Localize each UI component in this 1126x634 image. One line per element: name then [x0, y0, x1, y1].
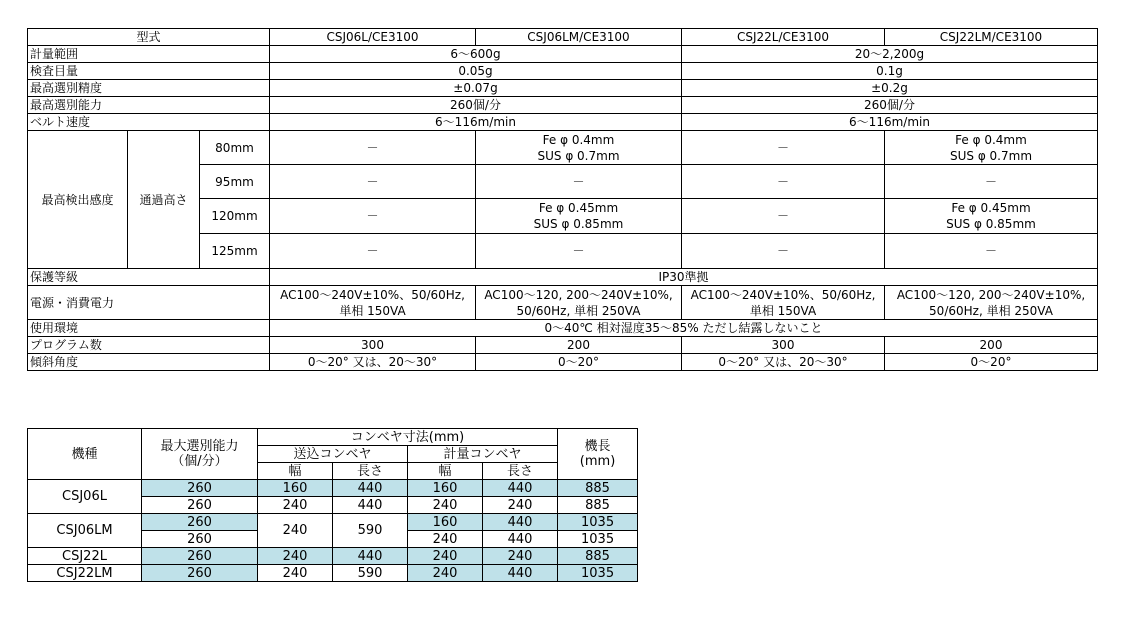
table-row	[28, 514, 638, 531]
model-header: CSJ06LM/CE3100	[476, 29, 682, 46]
sensitivity-value: Fe φ 0.4mm SUS φ 0.7mm	[885, 131, 1098, 165]
spec-table	[27, 28, 1098, 371]
machine-length-cell: 1035	[558, 565, 638, 582]
programs-value: 200	[885, 337, 1098, 354]
machine-length-cell: 885	[558, 548, 638, 565]
spec-header-row	[28, 29, 1098, 46]
sensitivity-row	[28, 131, 1098, 165]
programs-value: 300	[682, 337, 885, 354]
model-cell: CSJ06L	[28, 480, 142, 514]
row-label: 最高選別能力	[28, 97, 270, 114]
sensitivity-value: －	[476, 234, 682, 269]
belt-value: 6～116m/min	[682, 114, 1098, 131]
pass-height-label: 通過高さ	[128, 131, 200, 269]
sensitivity-value: －	[270, 199, 476, 234]
row-label: 使用環境	[28, 320, 270, 337]
sensitivity-value: Fe φ 0.4mm SUS φ 0.7mm	[476, 131, 682, 165]
sensitivity-value: －	[682, 234, 885, 269]
division-value: 0.1g	[682, 63, 1098, 80]
capacity-value: 260個/分	[682, 97, 1098, 114]
weigh-length-cell: 440	[483, 565, 558, 582]
machine-length-cell: 1035	[558, 531, 638, 548]
width-header: 幅	[408, 463, 483, 480]
machine-length-header: 機長 (mm)	[558, 429, 638, 480]
row-label: 保護等級	[28, 269, 270, 286]
protection-value: IP30準拠	[270, 269, 1098, 286]
pass-height: 80mm	[200, 131, 270, 165]
model-cell: CSJ06LM	[28, 514, 142, 548]
capacity-cell: 260	[142, 514, 258, 531]
spec-row-division	[28, 63, 1098, 80]
spec-row-range	[28, 46, 1098, 63]
accuracy-value: ±0.07g	[270, 80, 682, 97]
capacity-cell: 260	[142, 548, 258, 565]
row-label: ベルト速度	[28, 114, 270, 131]
sensitivity-label: 最高検出感度	[28, 131, 128, 269]
spec-row-protection	[28, 269, 1098, 286]
row-label: 検査目量	[28, 63, 270, 80]
spec-row-power	[28, 286, 1098, 320]
feed-width-cell: 240	[258, 548, 333, 565]
capacity-value: 260個/分	[270, 97, 682, 114]
feed-length-cell: 440	[333, 497, 408, 514]
table-row	[28, 548, 638, 565]
weigh-length-cell: 440	[483, 480, 558, 497]
weigh-length-cell: 240	[483, 548, 558, 565]
power-value: AC100～240V±10%、50/60Hz, 単相 150VA	[270, 286, 476, 320]
sensitivity-value: Fe φ 0.45mm SUS φ 0.85mm	[476, 199, 682, 234]
capacity-cell: 260	[142, 480, 258, 497]
weigh-width-cell: 240	[408, 565, 483, 582]
model-header: 機種	[28, 429, 142, 480]
environment-value: 0～40℃ 相対湿度35～85% ただし結露しないこと	[270, 320, 1098, 337]
capacity-cell: 260	[142, 565, 258, 582]
table-row	[28, 565, 638, 582]
width-header: 幅	[258, 463, 333, 480]
model-label: 型式	[28, 29, 270, 46]
power-value: AC100～120, 200～240V±10%, 50/60Hz, 単相 250VA	[885, 286, 1098, 320]
spec-row-tilt	[28, 354, 1098, 371]
row-label: 電源・消費電力	[28, 286, 270, 320]
machine-length-cell: 885	[558, 497, 638, 514]
model-header: CSJ22L/CE3100	[682, 29, 885, 46]
length-header: 長さ	[483, 463, 558, 480]
model-header: CSJ22LM/CE3100	[885, 29, 1098, 46]
pass-height: 95mm	[200, 165, 270, 199]
capacity-cell: 260	[142, 497, 258, 514]
sensitivity-value: －	[682, 131, 885, 165]
spec-row-accuracy	[28, 80, 1098, 97]
sensitivity-value: －	[270, 165, 476, 199]
accuracy-value: ±0.2g	[682, 80, 1098, 97]
table-row	[28, 480, 638, 497]
dimensions-table	[27, 428, 638, 582]
feed-length-cell: 440	[333, 548, 408, 565]
spec-row-programs	[28, 337, 1098, 354]
weigh-length-cell: 440	[483, 531, 558, 548]
belt-value: 6～116m/min	[270, 114, 682, 131]
row-label: 最高選別精度	[28, 80, 270, 97]
feed-width-cell: 240	[258, 514, 333, 548]
model-header: CSJ06L/CE3100	[270, 29, 476, 46]
machine-length-cell: 1035	[558, 514, 638, 531]
tilt-value: 0～20° 又は、20～30°	[682, 354, 885, 371]
weigh-conveyor-header: 計量コンベヤ	[408, 446, 558, 463]
machine-length-cell: 885	[558, 480, 638, 497]
feed-width-cell: 160	[258, 480, 333, 497]
sensitivity-value: －	[476, 165, 682, 199]
spec-row-capacity	[28, 97, 1098, 114]
pass-height: 125mm	[200, 234, 270, 269]
power-value: AC100～120, 200～240V±10%, 50/60Hz, 単相 250VA	[476, 286, 682, 320]
feed-length-cell: 590	[333, 565, 408, 582]
capacity-header: 最大選別能力 （個/分）	[142, 429, 258, 480]
sensitivity-value: －	[885, 234, 1098, 269]
sensitivity-value: －	[885, 165, 1098, 199]
model-cell: CSJ22LM	[28, 565, 142, 582]
row-label: 傾斜角度	[28, 354, 270, 371]
weigh-width-cell: 240	[408, 548, 483, 565]
tilt-value: 0～20° 又は、20～30°	[270, 354, 476, 371]
weigh-width-cell: 240	[408, 497, 483, 514]
dims-header-row	[28, 429, 638, 446]
feed-width-cell: 240	[258, 497, 333, 514]
division-value: 0.05g	[270, 63, 682, 80]
weigh-length-cell: 440	[483, 514, 558, 531]
row-label: 計量範囲	[28, 46, 270, 63]
sensitivity-value: －	[682, 199, 885, 234]
weigh-width-cell: 160	[408, 514, 483, 531]
spec-row-environment	[28, 320, 1098, 337]
range-value: 20～2,200g	[682, 46, 1098, 63]
weigh-width-cell: 240	[408, 531, 483, 548]
length-header: 長さ	[333, 463, 408, 480]
tilt-value: 0～20°	[476, 354, 682, 371]
sensitivity-value: －	[270, 234, 476, 269]
weigh-width-cell: 160	[408, 480, 483, 497]
power-value: AC100～240V±10%、50/60Hz, 単相 150VA	[682, 286, 885, 320]
model-cell: CSJ22L	[28, 548, 142, 565]
sensitivity-value: Fe φ 0.45mm SUS φ 0.85mm	[885, 199, 1098, 234]
pass-height: 120mm	[200, 199, 270, 234]
feed-length-cell: 440	[333, 480, 408, 497]
weigh-length-cell: 240	[483, 497, 558, 514]
sensitivity-value: －	[682, 165, 885, 199]
feed-width-cell: 240	[258, 565, 333, 582]
feed-conveyor-header: 送込コンベヤ	[258, 446, 408, 463]
capacity-cell: 260	[142, 531, 258, 548]
programs-value: 200	[476, 337, 682, 354]
sensitivity-value: －	[270, 131, 476, 165]
feed-length-cell: 590	[333, 514, 408, 548]
spec-row-belt	[28, 114, 1098, 131]
programs-value: 300	[270, 337, 476, 354]
range-value: 6～600g	[270, 46, 682, 63]
conveyor-header: コンベヤ寸法(mm)	[258, 429, 558, 446]
row-label: プログラム数	[28, 337, 270, 354]
tilt-value: 0～20°	[885, 354, 1098, 371]
